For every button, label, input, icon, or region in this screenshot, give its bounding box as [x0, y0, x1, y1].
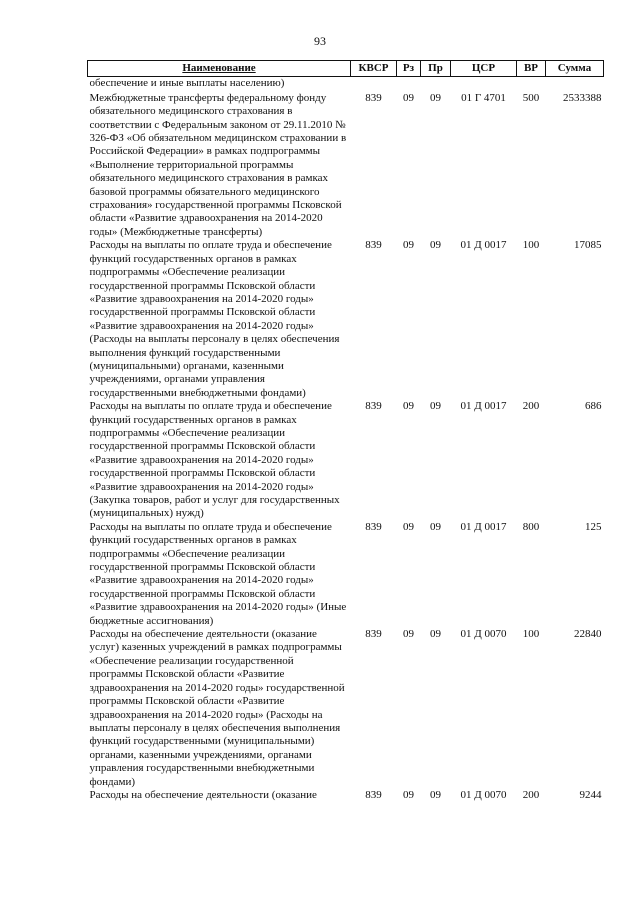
table-row — [88, 789, 604, 802]
table-row — [88, 628, 604, 789]
row-sum: 17085 — [574, 239, 602, 252]
row-vr: 200 — [522, 400, 540, 413]
row-kvsr: 839 — [365, 239, 382, 252]
row-vr: 100 — [522, 239, 540, 252]
row-pr: 09 — [430, 788, 441, 801]
row-name: Расходы на выплаты по оплате труда и обеспечение функций государственных органов в рамках подпрограммы «Обеспечение реализации государственной программы Псковской области «Развитие здравоохранения на 2014-2020 годы» государственной программы Псковской области «Развитие здравоохранения на 2014-2020 годы» (Закупка товаров, работ и услуг для государственных (муниципальных) нужд) — [89, 400, 340, 520]
row-name: Расходы на обеспечение деятельности (оказание — [89, 788, 317, 801]
row-vr: 200 — [522, 788, 540, 801]
header-kvsr: КВСР — [351, 61, 397, 77]
row-sum: 22840 — [574, 628, 602, 641]
row-kvsr: 839 — [365, 520, 382, 533]
row-pr: 09 — [430, 520, 441, 533]
page-number: 93 — [314, 34, 326, 48]
row-rz: 09 — [403, 239, 414, 252]
row-csr: 01 Д 0070 — [460, 788, 507, 801]
row-sum: 2533388 — [563, 91, 602, 104]
row-vr: 100 — [522, 628, 540, 641]
row-rz: 09 — [403, 400, 414, 413]
row-kvsr: 839 — [365, 628, 382, 641]
continuation-row — [88, 77, 604, 92]
row-kvsr: 839 — [365, 91, 382, 104]
row-kvsr: 839 — [365, 788, 382, 801]
table-row — [88, 239, 604, 400]
continuation-text: обеспечение и иные выплаты населению) — [89, 77, 285, 90]
header-csr: ЦСР — [451, 61, 517, 77]
row-kvsr: 839 — [365, 400, 382, 413]
row-pr: 09 — [430, 239, 441, 252]
header-name: Наименование — [88, 61, 351, 77]
row-csr: 01 Д 0017 — [460, 400, 507, 413]
row-csr: 01 Д 0070 — [460, 628, 507, 641]
row-pr: 09 — [430, 628, 441, 641]
table-row — [88, 521, 604, 628]
row-rz: 09 — [403, 520, 414, 533]
budget-table — [87, 60, 604, 802]
row-rz: 09 — [403, 91, 414, 104]
table-header-row — [88, 61, 604, 77]
header-pr: Пр — [421, 61, 451, 77]
row-pr: 09 — [430, 91, 441, 104]
row-rz: 09 — [403, 628, 414, 641]
row-rz: 09 — [403, 788, 414, 801]
header-vr: ВР — [517, 61, 546, 77]
table-row — [88, 400, 604, 521]
row-sum: 125 — [585, 520, 602, 533]
row-name: Расходы на выплаты по оплате труда и обеспечение функций государственных органов в рамках подпрограммы «Обеспечение реализации государственной программы Псковской области «Развитие здравоохранения на 2014-2020 годы» государственной программы Псковской области «Развитие здравоохранения на 2014-2020 годы» (Расходы на выплаты персоналу в целях обеспечения выполнения функций государственными (муниципальными) органами, казенными учреждениями, органами управления государственными внебюджетными фондами) — [89, 239, 340, 399]
header-rz: Рз — [397, 61, 421, 77]
row-csr: 01 Д 0017 — [460, 520, 507, 533]
row-pr: 09 — [430, 400, 441, 413]
header-sum: Сумма — [546, 61, 604, 77]
row-sum: 9244 — [579, 788, 602, 801]
row-name: Расходы на выплаты по оплате труда и обеспечение функций государственных органов в рамках подпрограммы «Обеспечение реализации государственной программы Псковской области «Развитие здравоохранения на 2014-2020 годы» государственной программы Псковской области «Развитие здравоохранения на 2014-2020 годы» (Иные бюджетные ассигнования) — [89, 520, 347, 627]
row-sum: 686 — [585, 400, 602, 413]
row-vr: 800 — [522, 520, 540, 533]
table-row — [88, 92, 604, 239]
row-name: Межбюджетные трансферты федеральному фонду обязательного медицинского страхования в соответствии с Федеральным законом от 29.11.2010 № 326-ФЗ «Об обязательном медицинском страховании в Российской Федерации» в рамках подпрограммы «Выполнение территориальной программы обязательного медицинского страхования в рамках базовой программы обязательного медицинского страхования» государственной программы Псковской области «Развитие здравоохранения на 2014-2020 годы» (Межбюджетные трансферты) — [89, 91, 347, 238]
row-vr: 500 — [522, 91, 540, 104]
row-csr: 01 Г 4701 — [461, 91, 506, 104]
row-name: Расходы на обеспечение деятельности (оказание услуг) казенных учреждений в рамках подпрограммы «Обеспечение реализации государственной программы Псковской области «Развитие здравоохранения на 2014-2020 годы» государственной программы Псковской области «Развитие здравоохранения на 2014-2020 годы» (Расходы на выплаты персоналу в целях обеспечения выполнения функций государственными (муниципальными) органами, казенными учреждениями, органами управления государственными внебюджетными фондами) — [89, 628, 345, 788]
row-csr: 01 Д 0017 — [460, 239, 507, 252]
